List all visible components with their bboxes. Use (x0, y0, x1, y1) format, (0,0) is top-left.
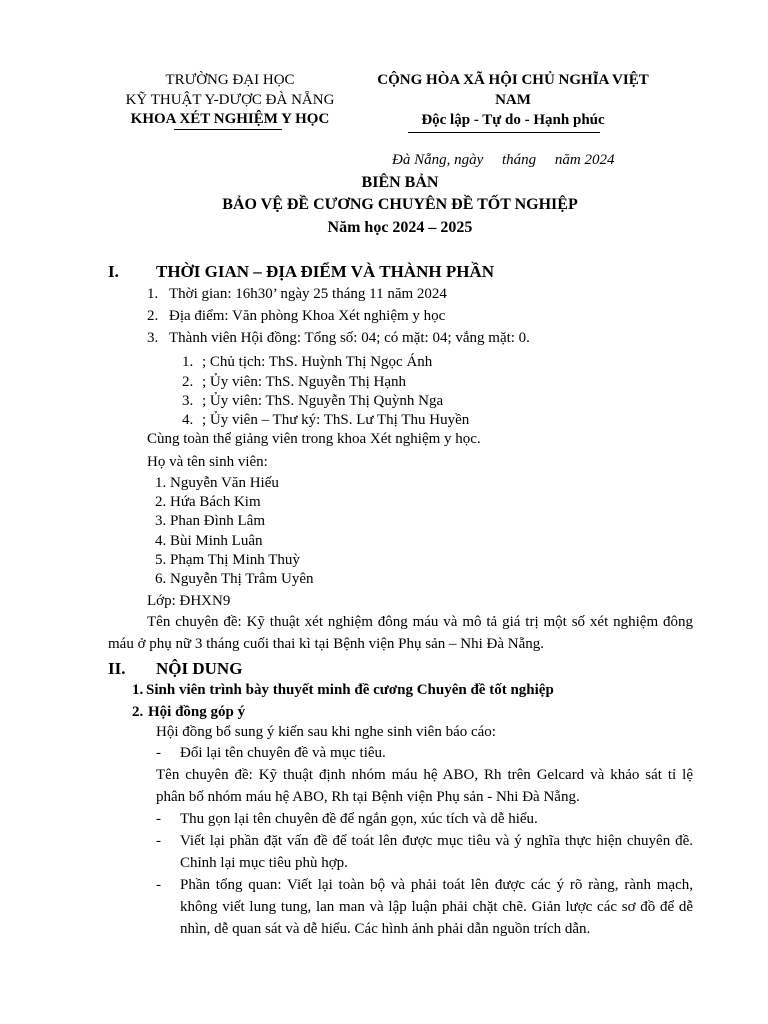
member-committee-1: ; Ủy viên: ThS. Nguyễn Thị Hạnh (202, 374, 407, 390)
item-number: 1. (147, 286, 159, 302)
member-number: 4. (182, 412, 194, 428)
date-line: Đà Nẵng, ngày tháng năm 2024 (392, 152, 615, 168)
member-committee-2: ; Ủy viên: ThS. Nguyễn Thị Quỳnh Nga (202, 393, 444, 409)
subsection-presentation: Sinh viên trình bày thuyết minh đề cương Chuyên đề tốt nghiệp (146, 682, 554, 698)
student-item: 6. Nguyễn Thị Trâm Uyên (155, 571, 314, 587)
feedback-objectives: Chỉnh lại mục tiêu phù hợp. (180, 855, 348, 871)
student-item: 5. Phạm Thị Minh Thuỳ (155, 552, 300, 568)
section1-number: I. (108, 262, 119, 281)
section2-number: II. (108, 659, 126, 678)
school-year: Năm học 2024 – 2025 (327, 219, 473, 236)
council-summary: Thành viên Hội đồng: Tổng số: 04; có mặt: 04; vắng mặt: 0. (169, 330, 530, 346)
topic-line-2: máu ở phụ nữ 3 tháng cuối thai kì tại Bệnh viện Phụ sản – Nhi Đà Nẵng. (108, 636, 544, 652)
new-topic-line-2: phân bố nhóm máu hệ ABO, Rh tại Bệnh viện Phụ sản - Nhi Đà Nẵng. (156, 789, 580, 805)
student-item: 3. Phan Đình Lâm (155, 513, 265, 529)
student-item: 1. Nguyễn Văn Hiếu (155, 475, 279, 491)
sub-number: 1. (132, 682, 144, 698)
member-secretary: ; Ủy viên – Thư ký: ThS. Lư Thị Thu Huyền (202, 412, 470, 428)
dash-bullet: - (156, 745, 161, 761)
doc-title: BIÊN BẢN (361, 174, 439, 191)
students-label: Họ và tên sinh viên: (147, 454, 268, 470)
item-number: 3. (147, 330, 159, 346)
motto: Độc lập - Tự do - Hạnh phúc (421, 112, 605, 128)
section1-heading: THỜI GIAN – ĐỊA ĐIỂM VÀ THÀNH PHẦN (156, 262, 494, 281)
faculty-underline (174, 129, 282, 130)
feedback-intro: Hội đồng bổ sung ý kiến sau khi nghe sinh viên báo cáo: (156, 724, 496, 740)
school-name: TRƯỜNG ĐẠI HỌC (165, 72, 295, 88)
student-item: 2. Hứa Bách Kim (155, 494, 261, 510)
member-number: 2. (182, 374, 194, 390)
member-number: 1. (182, 354, 194, 370)
university-name: KỸ THUẬT Y-DƯỢC ĐÀ NẴNG (125, 92, 335, 108)
faculty-attendance: Cùng toàn thể giảng viên trong khoa Xét nghiệm y học. (147, 431, 481, 447)
doc-subtitle: BẢO VỆ ĐỀ CƯƠNG CHUYÊN ĐỀ TỐT NGHIỆP (222, 196, 578, 213)
meeting-location: Địa điểm: Văn phòng Khoa Xét nghiệm y học (169, 308, 446, 324)
new-topic-line-1: Tên chuyên đề: Kỹ thuật định nhóm máu hệ ABO, Rh trên Gelcard và khảo sát tỉ lệ (156, 767, 693, 783)
member-chair: ; Chủ tịch: ThS. Huỳnh Thị Ngọc Ánh (202, 354, 433, 370)
item-number: 2. (147, 308, 159, 324)
feedback-shorten: Thu gọn lại tên chuyên đề để ngắn gọn, xúc tích và dễ hiểu. (180, 811, 538, 827)
nation-title-cont: NAM (495, 92, 531, 108)
sub-number: 2. (132, 704, 144, 720)
section2-heading: NỘI DUNG (156, 659, 243, 678)
feedback-problem-statement: Viết lại phần đặt vấn đề để toát lên được mục tiêu và ý nghĩa thực hiện chuyên đề. (180, 833, 693, 849)
motto-underline (408, 132, 600, 133)
student-item: 4. Bùi Minh Luân (155, 533, 263, 549)
feedback-overview-line-2: không viết lung tung, lan man và lập luận phải chặt chẽ. Giản lược các sơ đồ để dễ (180, 899, 693, 915)
meeting-time: Thời gian: 16h30’ ngày 25 tháng 11 năm 2024 (169, 286, 447, 302)
dash-bullet: - (156, 833, 161, 849)
class-line: Lớp: ĐHXN9 (147, 593, 231, 609)
subsection-council-feedback: Hội đồng góp ý (148, 704, 246, 720)
nation-title: CỘNG HÒA XÃ HỘI CHỦ NGHĨA VIỆT (377, 72, 649, 88)
member-number: 3. (182, 393, 194, 409)
faculty-name: KHOA XÉT NGHIỆM Y HỌC (130, 111, 330, 127)
feedback-overview-line-3: nhìn, dễ quan sát và dễ hiểu. Các hình ảnh phải dẫn nguồn trích dẫn. (180, 921, 591, 937)
feedback-rename: Đổi lại tên chuyên đề và mục tiêu. (180, 745, 386, 761)
topic-line-1: Tên chuyên đề: Kỹ thuật xét nghiệm đông máu và mô tả giá trị một số xét nghiệm đông (147, 614, 693, 630)
dash-bullet: - (156, 811, 161, 827)
feedback-overview-line-1: Phần tổng quan: Viết lại toàn bộ và phải toát lên được các ý rõ ràng, rành mạch, (180, 877, 693, 893)
dash-bullet: - (156, 877, 161, 893)
